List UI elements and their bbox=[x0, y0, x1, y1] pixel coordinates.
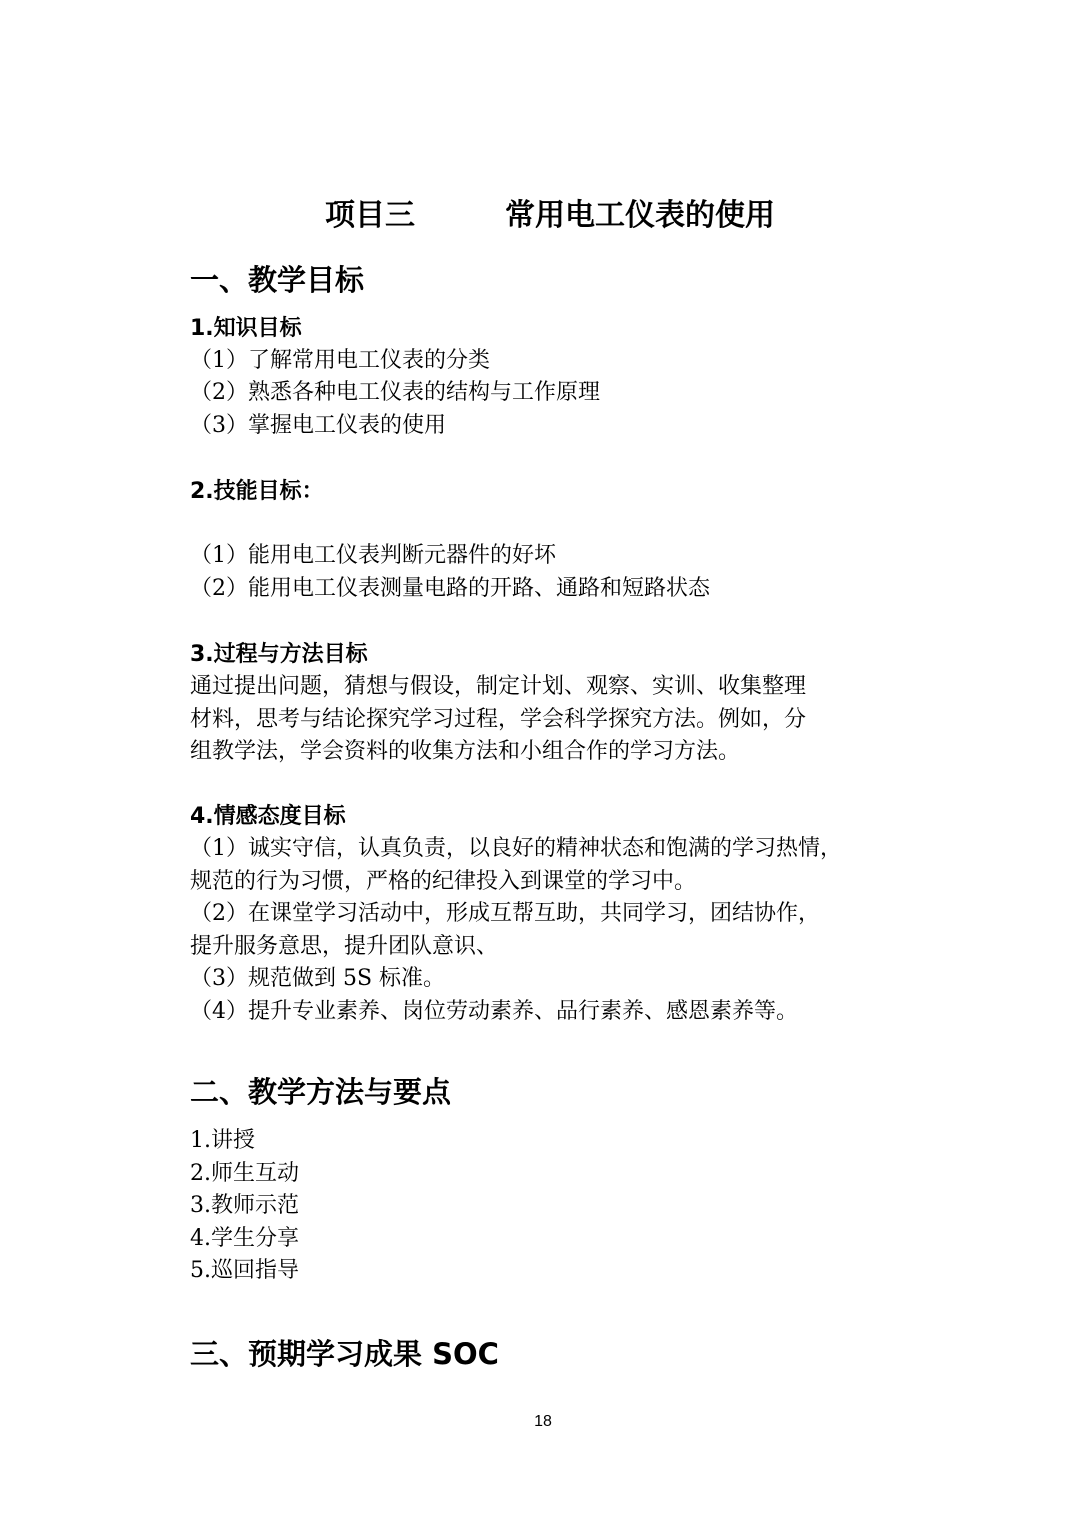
paragraph-line: （4）提升专业素养、岗位劳动素养、品行素养、感恩素养等。 bbox=[190, 999, 798, 1024]
paragraph-line: 材料，思考与结论探究学习过程，学会科学探究方法。例如，分 bbox=[190, 707, 807, 732]
page-number: 18 bbox=[534, 1413, 552, 1430]
subheading-emotion-attitude-goals: 4.情感态度目标 bbox=[190, 804, 346, 829]
list-item: 2.师生互动 bbox=[190, 1161, 299, 1186]
section-heading-teaching-goals: 一、教学目标 bbox=[190, 263, 365, 297]
page-title: 项目三 常用电工仪表的使用 bbox=[325, 198, 775, 233]
list-item: 3.教师示范 bbox=[190, 1193, 299, 1218]
subheading-skill-goals: 2.技能目标： bbox=[190, 479, 324, 504]
paragraph-line: 规范的行为习惯，严格的纪律投入到课堂的学习中。 bbox=[190, 869, 697, 894]
subheading-knowledge-goals: 1.知识目标 bbox=[190, 316, 302, 341]
paragraph-line: （3）规范做到 5S 标准。 bbox=[190, 966, 446, 991]
paragraph-line: 提升服务意思，提升团队意识、 bbox=[190, 934, 499, 959]
list-item: （2）熟悉各种电工仪表的结构与工作原理 bbox=[190, 380, 600, 405]
paragraph-line: 通过提出问题，猜想与假设，制定计划、观察、实训、收集整理 bbox=[190, 674, 807, 699]
paragraph-line: 组教学法，学会资料的收集方法和小组合作的学习方法。 bbox=[190, 739, 741, 764]
subheading-process-method-goals: 3.过程与方法目标 bbox=[190, 642, 368, 667]
section-heading-expected-outcomes: 三、预期学习成果 SOC bbox=[190, 1337, 499, 1371]
list-item: 5.巡回指导 bbox=[190, 1258, 299, 1283]
paragraph-line: （2）在课堂学习活动中，形成互帮互助，共同学习，团结协作， bbox=[190, 901, 820, 926]
list-item: 4.学生分享 bbox=[190, 1226, 299, 1251]
paragraph-line: （1）诚实守信，认真负责，以良好的精神状态和饱满的学习热情， bbox=[190, 836, 842, 861]
section-heading-teaching-methods: 二、教学方法与要点 bbox=[190, 1075, 452, 1109]
list-item: （1）了解常用电工仪表的分类 bbox=[190, 348, 490, 373]
list-item: （1）能用电工仪表判断元器件的好坏 bbox=[190, 543, 556, 568]
list-item: （3）掌握电工仪表的使用 bbox=[190, 413, 446, 438]
list-item: 1.讲授 bbox=[190, 1128, 255, 1153]
list-item: （2）能用电工仪表测量电路的开路、通路和短路状态 bbox=[190, 576, 710, 601]
